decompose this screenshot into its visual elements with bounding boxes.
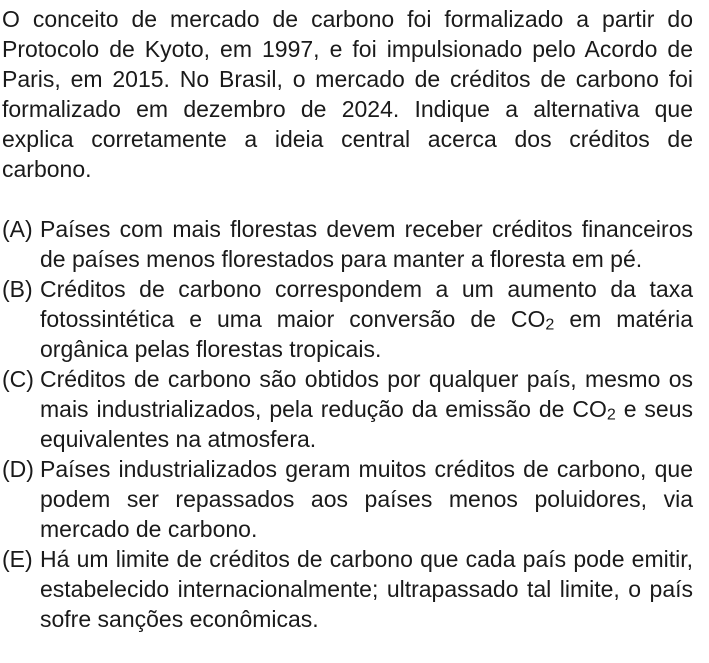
- question-stem: O conceito de mercado de carbono foi formalizado a partir do Protocolo de Kyoto, em 1997, e foi impulsionado pelo Acordo de Paris, em 2015. No Brasil, o mercado de créditos de carbono foi formalizado em dezembro de 2024. Indique a alternativa que explica corretamente a ideia central acerca dos créditos de carbono.: [2, 6, 693, 182]
- option-a-letter: (A): [2, 216, 33, 242]
- option-a[interactable]: [2, 214, 693, 274]
- option-e-letter: (E): [2, 546, 33, 572]
- option-c-letter: (C): [2, 366, 34, 392]
- option-e[interactable]: [2, 544, 693, 634]
- answer-options: [2, 214, 693, 634]
- option-b-text-after: em matéria orgânica pelas florestas tropicais.: [40, 306, 693, 362]
- option-e-text: Há um limite de créditos de carbono que cada país pode emitir, estabelecido internacionalmente; ultrapassado tal limite, o país sofre sanções econômicas.: [40, 546, 693, 632]
- option-c-text-after: e seus equivalentes na atmosfera.: [40, 396, 693, 452]
- option-b-text-before: Créditos de carbono correspondem a um aumento da taxa fotossintética e uma maior conversão de CO: [40, 276, 693, 332]
- option-d[interactable]: [2, 454, 693, 544]
- option-a-text: Países com mais florestas devem receber créditos financeiros de países menos florestados para manter a floresta em pé.: [40, 216, 693, 272]
- option-c[interactable]: [2, 364, 693, 454]
- option-c-subscript: 2: [606, 405, 616, 424]
- option-d-letter: (D): [2, 456, 34, 482]
- option-b[interactable]: [2, 274, 693, 364]
- option-c-text-before: Créditos de carbono são obtidos por qualquer país, mesmo os mais industrializados, pela redução da emissão de CO: [40, 366, 693, 422]
- option-d-text: Países industrializados geram muitos créditos de carbono, que podem ser repassados aos países menos poluidores, via mercado de carbono.: [40, 456, 693, 542]
- option-b-letter: (B): [2, 276, 33, 302]
- option-b-subscript: 2: [545, 315, 555, 334]
